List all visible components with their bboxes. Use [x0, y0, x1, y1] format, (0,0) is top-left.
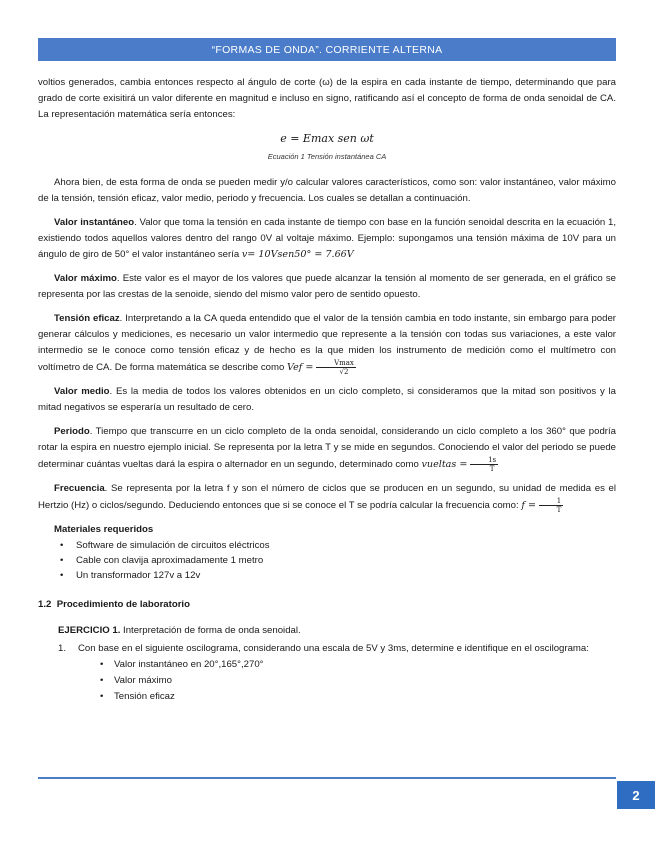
rms-formula-lhs: Vef =: [287, 362, 314, 374]
equation-caption: Ecuación 1 Tensión instantánea CA: [267, 152, 387, 161]
frequency-text: . Se representa por la letra f y son el número de ciclos que se producen en un segundo, su unidad de medida es el Hertzio (Hz) o ciclos/segundo. Deduciendo entonces que si se conoce el T se podría calcular la frecuencia como:: [38, 483, 616, 512]
rms-denominator: √2: [339, 368, 349, 376]
rms-text: . Interpretando a la CA queda entendido que el valor de la tensión cambia en todo instante, sin embargo para poder generar cálculos y mediciones, es necesario un valor intermedio que represente a la tensión con todas sus variaciones, a este valor intermedio se le conoce como tensión eficaz y de hecho es la que miden los instrumento de medición como el multímetro con voltímetro de CA. De forma matemática se describe como: [38, 313, 616, 374]
maximum-paragraph: [38, 271, 616, 303]
materials-list: [38, 538, 616, 583]
footer-divider: [38, 777, 616, 779]
materials-title: Materiales requeridos: [54, 524, 154, 536]
mean-text: . Es la media de todos los valores obtenidos en un ciclo completo, si consideramos que la mitad son positivos y la mitad negativos se esperaría un resultado de cero.: [38, 386, 616, 414]
header-title: “FORMAS DE ONDA”. CORRIENTE ALTERNA: [211, 43, 443, 56]
frequency-numerator: 1: [539, 497, 564, 506]
frequency-denominator: T: [556, 506, 562, 515]
period-fraction: [470, 456, 498, 473]
list-item: • Valor instantáneo en 20°,165°,270°: [114, 657, 616, 673]
period-formula-lhs: vueltas =: [421, 459, 468, 471]
exercise-step: [58, 641, 616, 657]
section-heading: [38, 597, 616, 613]
section-number: 1.2: [38, 599, 52, 611]
list-item: • Software de simulación de circuitos eléctricos: [76, 538, 616, 553]
list-item: • Un transformador 127v a 12v: [76, 568, 616, 583]
step-number: 1.: [58, 643, 67, 655]
instantaneous-label: Valor instantáneo: [54, 217, 135, 228]
period-numerator: 1s: [470, 456, 498, 465]
period-label: Periodo: [54, 426, 90, 438]
page-number: 2: [617, 781, 655, 809]
exercise-label: EJERCICIO 1.: [58, 625, 121, 637]
step-text: Con base en el siguiente oscilograma, considerando una escala de 5V y 3ms, determine e identifique en el oscilograma:: [78, 643, 589, 655]
exercise-items: [38, 657, 616, 705]
mean-paragraph: [38, 384, 616, 416]
frequency-label: Frecuencia: [54, 483, 105, 495]
frequency-fraction: [539, 497, 564, 514]
list-item: • Cable con clavija aproximadamente 1 metro: [76, 553, 616, 568]
list-item: • Valor máximo: [114, 673, 616, 689]
rms-label: Tensión eficaz: [54, 313, 120, 324]
section-title: Procedimiento de laboratorio: [56, 599, 190, 611]
exercise-heading: [58, 623, 616, 639]
period-denominator: T: [489, 465, 495, 474]
instantaneous-paragraph: [38, 215, 616, 263]
rms-numerator: Vmax: [316, 359, 356, 368]
list-item: • Tensión eficaz: [114, 689, 616, 705]
exercise-text: Interpretación de forma de onda senoidal.: [120, 625, 301, 637]
rms-fraction: [316, 359, 356, 376]
period-paragraph: [38, 424, 616, 473]
maximum-label: Valor máximo: [54, 273, 117, 284]
equation: e = Emax sen ωt: [280, 132, 374, 145]
intro-paragraph: voltios generados, cambia entonces respecto al ángulo de corte (ω) de la espira en cada instante de tiempo, determinando que para grado de corte exisitirá un valor diferente en magnitud e incluso en signo, ratificando así el concepto de forma de onda senoidal de CA. La representación matemática sería entonces:: [38, 77, 616, 120]
mean-label: Valor medio: [54, 386, 110, 398]
values-paragraph: Ahora bien, de esta forma de onda se pueden medir y/o calcular valores característicos, como son: valor instantáneo, valor máximo de la tensión, tensión eficaz, valor medio, periodo y frecuencia. Los cuales se detallan a continuación.: [38, 177, 616, 204]
page-header: [38, 38, 616, 61]
instantaneous-formula: v= 10Vsen50° = 7.66V: [241, 249, 354, 260]
maximum-text: . Este valor es el mayor de los valores que puede alcanzar la tensión al momento de ser generada, en el gráfico se representa por las crestas de la senoide, siendo del mismo valor pero de sentido opuesto.: [38, 273, 616, 300]
frequency-paragraph: [38, 481, 616, 514]
period-text: . Tiempo que transcurre en un ciclo completo de la onda senoidal, considerando un ciclo completo a los 360° que podría rotar la espira en nuestro ejemplo inicial. Se representa por la letra T y se mide en segundos. Conociendo el valor del periodo se puede determinar cuántas vueltas dará la espira o alternador en un segundo, determinado como: [38, 426, 616, 471]
document-body: [38, 75, 616, 705]
frequency-formula-lhs: f =: [521, 500, 536, 512]
instantaneous-text: . Valor que toma la tensión en cada instante de tiempo con base en la función senoidal descrita en la ecuación 1, existiendo todos aquellos valores dentro del rango 0V al voltaje máximo. Ejemplo: supongamos una tensión máxima de 10V para un ángulo de giro de 50° el valor instantáneo sería: [38, 217, 617, 260]
rms-paragraph: [38, 311, 616, 376]
